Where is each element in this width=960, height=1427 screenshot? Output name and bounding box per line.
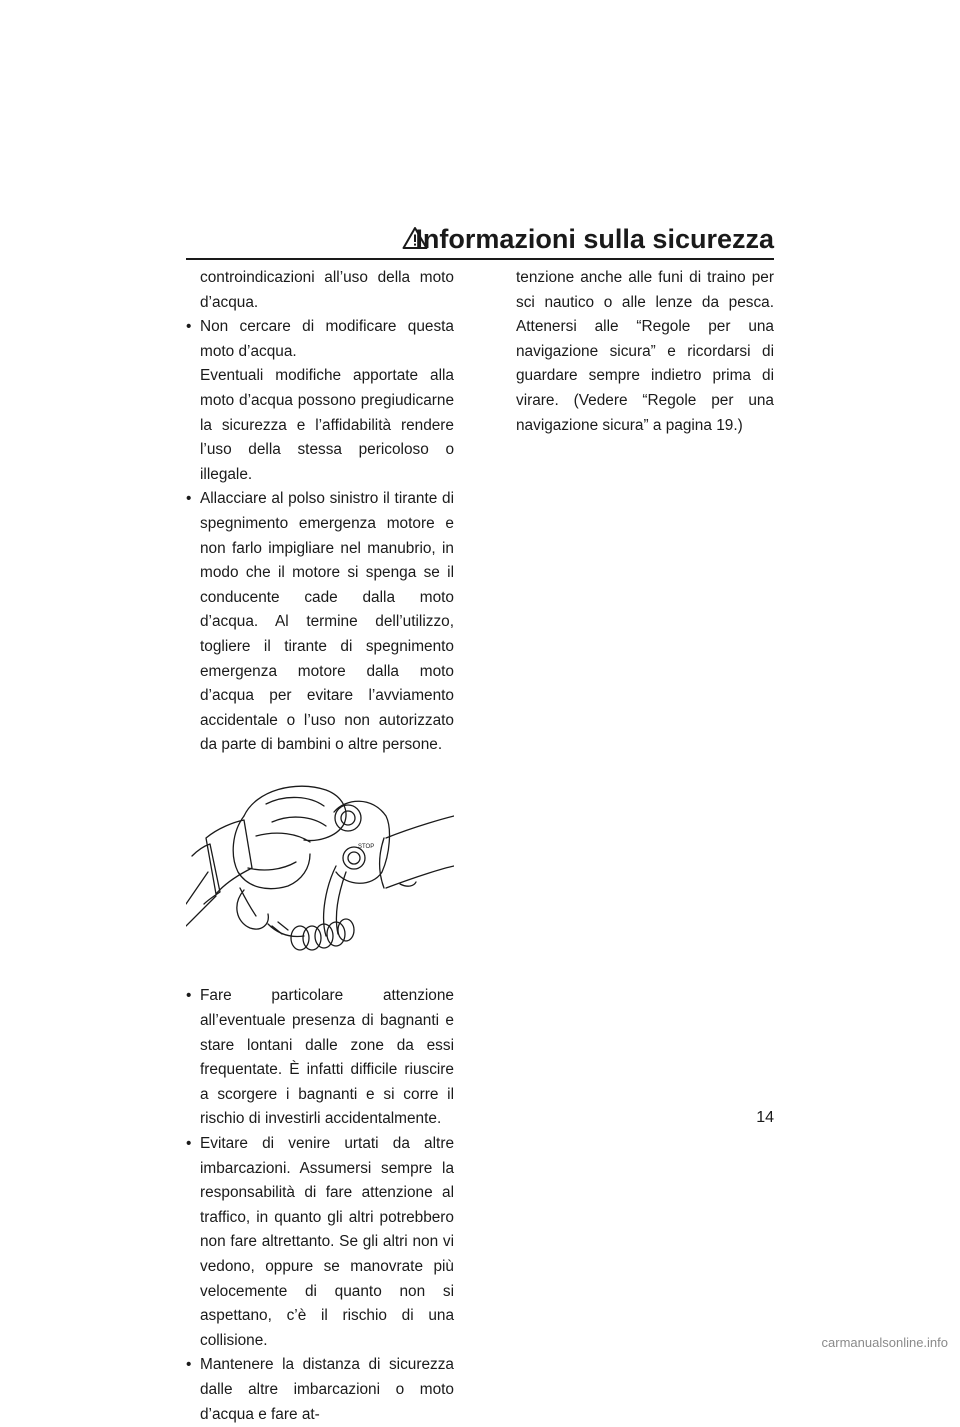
- page-title: Informazioni sulla sicurezza: [415, 224, 774, 254]
- stop-switch-label: STOP: [358, 843, 375, 850]
- bullet-swimmers: • Fare particolare attenzione all’eventuale presenza di bagnanti e stare lontani dalle zone da essi frequentate. È infatti difficile riuscire a scorgere i bagnanti e si corre il rischio di investirli accidentalmente.: [186, 984, 454, 1132]
- continuation-text-right: tenzione anche alle funi di traino per sci nautico o alle lenze da pesca. Attenersi alle “Regole per una navigazione sicura” e ricordarsi di guardare sempre indietro prima di virare. (Vedere “Regole per una navigazione sicura” a pagina 19.): [516, 269, 774, 434]
- lanyard-wrist-illustration: [186, 776, 454, 966]
- bullet-avoid-collisions: • Evitare di venire urtati da altre imbarcazioni. Assumersi sempre la responsabilità di fare attenzione al traffico, in quanto gli altri potrebbero non fare altrettanto. Se gli altri non vi vedono, oppure se manovrate più velocemente di quanto non si aspettano, c’è il rischio di una collisione.: [186, 1132, 454, 1353]
- bullet-engine-shut-off-cord: • Allacciare al polso sinistro il tirante di spegnimento emergenza motore e non farlo impigliare nel manubrio, in modo che il motore si spenga se il conducente cade dalla moto d’acqua. Al termine dell’utilizzo, togliere il tirante di spegnimento emergenza motore dalla moto d’acqua per evitare l’avviamento accidentale o l’uso non autorizzato da parte di bambini o altre persone.: [186, 487, 454, 758]
- right-column: [502, 266, 774, 438]
- bullet-no-modify: • Non cercare di modificare questa moto d’acqua.: [186, 315, 454, 364]
- watermark: carmanualsonline.info: [821, 1335, 948, 1350]
- bullet-safe-distance: • Mantenere la distanza di sicurezza dalle altre imbarcazioni o moto d’acqua e fare at-: [186, 1353, 454, 1427]
- continuation-text: controindicazioni all’uso della moto d’acqua.: [200, 269, 454, 311]
- page-number: 14: [756, 1109, 774, 1126]
- page-header: [186, 222, 774, 260]
- left-column: [186, 266, 454, 1427]
- bullet-no-modify-detail: Eventuali modifiche apportate alla moto d’acqua possono pregiudicarne la sicurezza e l’affidabilità rendere l’uso della stessa pericoloso o illegale.: [200, 367, 454, 483]
